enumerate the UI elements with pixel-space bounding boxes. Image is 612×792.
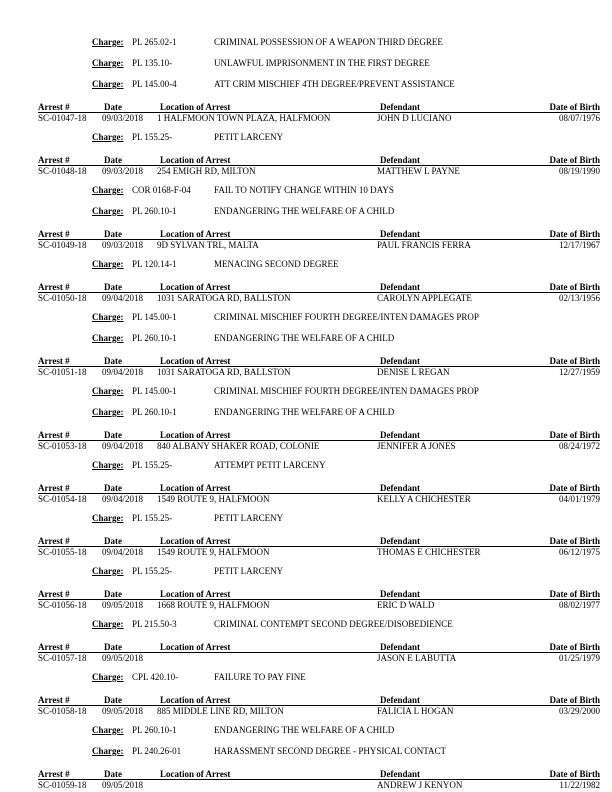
defendant-name: THOMAS E CHICHESTER [377,547,481,557]
charge-label: Charge: [92,79,124,89]
header-defendant: Defendant [380,695,420,705]
arrest-date: 09/03/2018 [102,113,144,123]
charge-row [0,184,612,196]
charge-label: Charge: [92,407,124,417]
defendant-name: PAUL FRANCIS FERRA [377,240,471,250]
arrest-number: SC-01054-18 [38,494,87,504]
arrest-number: SC-01050-18 [38,293,87,303]
charge-code: PL 260.10-1 [132,333,177,343]
arrest-date: 09/05/2018 [102,706,144,716]
charge-description: ENDANGERING THE WELFARE OF A CHILD [214,333,395,343]
charge-row [0,512,612,524]
defendant-name: JASON E LABUTTA [377,653,457,663]
date-of-birth: 08/24/1972 [558,441,600,451]
header-location: Location of Arrest [160,483,231,493]
header-date: Date [104,430,122,440]
charge-code: PL 145.00-4 [132,79,177,89]
record-data-row [0,440,612,452]
arrest-number: SC-01057-18 [38,653,87,663]
charge-code: PL 260.10-1 [132,725,177,735]
header-date: Date [104,536,122,546]
date-of-birth: 11/22/1982 [559,780,600,790]
charge-description: CRIMINAL MISCHIEF FOURTH DEGREE/INTEN DAMAGES PROP [214,386,479,396]
header-dob: Date of Birth [549,102,600,112]
record-data-row [0,493,612,505]
record-data-row [0,705,612,717]
arrest-location: 1668 ROUTE 9, HALFMOON [157,600,270,610]
charge-code: PL 145.00-1 [132,312,177,322]
charge-row [0,724,612,736]
charge-label: Charge: [92,312,124,322]
charge-description: HARASSMENT SECOND DEGREE - PHYSICAL CONTACT [214,746,447,756]
charge-row [0,131,612,143]
header-dob: Date of Birth [549,769,600,779]
date-of-birth: 01/25/1979 [558,653,600,663]
charge-description: ENDANGERING THE WELFARE OF A CHILD [214,725,395,735]
defendant-name: MATTHEW L PAYNE [377,166,460,176]
charge-description: UNLAWFUL IMPRISONMENT IN THE FIRST DEGREE [214,58,430,68]
charge-code: PL 260.10-1 [132,407,177,417]
header-defendant: Defendant [380,483,420,493]
charge-label: Charge: [92,206,124,216]
header-date: Date [104,356,122,366]
header-location: Location of Arrest [160,356,231,366]
arrest-location: 840 ALBANY SHAKER ROAD, COLONIE [157,441,320,451]
record-data-row [0,366,612,378]
header-defendant: Defendant [380,430,420,440]
record-data-row [0,652,612,664]
charge-code: CPL 420.10- [132,672,179,682]
header-arrest: Arrest # [38,589,70,599]
header-defendant: Defendant [380,102,420,112]
header-dob: Date of Birth [549,483,600,493]
charge-row [0,459,612,471]
header-defendant: Defendant [380,229,420,239]
arrest-date: 09/05/2018 [102,780,144,790]
charge-code: PL 120.14-1 [132,259,177,269]
charge-code: PL 215.50-3 [132,619,177,629]
defendant-name: CAROLYN APPLEGATE [377,293,472,303]
charge-description: PETIT LARCENY [214,513,284,523]
header-location: Location of Arrest [160,769,231,779]
header-date: Date [104,102,122,112]
arrest-location: 1549 ROUTE 9, HALFMOON [157,547,270,557]
header-arrest: Arrest # [38,430,70,440]
charge-description: PETIT LARCENY [214,132,284,142]
arrest-location: 9D SYLVAN TRL, MALTA [157,240,259,250]
charge-row [0,258,612,270]
header-location: Location of Arrest [160,282,231,292]
arrest-date: 09/05/2018 [102,653,144,663]
header-dob: Date of Birth [549,536,600,546]
charge-code: PL 155.25- [132,513,173,523]
charge-code: PL 155.25- [132,132,173,142]
date-of-birth: 12/17/1967 [558,240,600,250]
record-data-row [0,546,612,558]
date-of-birth: 08/19/1990 [558,166,600,176]
charge-label: Charge: [92,259,124,269]
charge-description: CRIMINAL CONTEMPT SECOND DEGREE/DISOBEDIENCE [214,619,453,629]
arrest-number: SC-01051-18 [38,367,87,377]
header-arrest: Arrest # [38,229,70,239]
header-dob: Date of Birth [549,356,600,366]
charge-code: PL 155.25- [132,460,173,470]
arrest-number: SC-01047-18 [38,113,87,123]
date-of-birth: 06/12/1975 [558,547,600,557]
record-data-row [0,239,612,251]
arrest-location: 1 HALFMOON TOWN PLAZA, HALFMOON [157,113,331,123]
arrest-number: SC-01049-18 [38,240,87,250]
arrest-number: SC-01056-18 [38,600,87,610]
header-defendant: Defendant [380,589,420,599]
date-of-birth: 04/01/1979 [558,494,600,504]
arrest-date: 09/04/2018 [102,547,144,557]
date-of-birth: 08/07/1976 [558,113,600,123]
charge-row [0,385,612,397]
defendant-name: KELLY A CHICHESTER [377,494,471,504]
charge-row [0,311,612,323]
record-data-row [0,599,612,611]
charge-label: Charge: [92,132,124,142]
header-arrest: Arrest # [38,102,70,112]
defendant-name: FALICIA L HOGAN [377,706,454,716]
charge-label: Charge: [92,58,124,68]
arrest-location: 254 EMIGH RD, MILTON [157,166,256,176]
arrest-date: 09/03/2018 [102,166,144,176]
date-of-birth: 08/02/1977 [558,600,600,610]
charge-description: CRIMINAL POSSESSION OF A WEAPON THIRD DEGREE [214,37,443,47]
record-data-row [0,779,612,791]
header-dob: Date of Birth [549,155,600,165]
defendant-name: JENNIFER A JONES [377,441,456,451]
arrest-location: 1031 SARATOGA RD, BALLSTON [157,367,291,377]
charge-code: PL 135.10- [132,58,173,68]
charge-code: PL 155.25- [132,566,173,576]
header-defendant: Defendant [380,282,420,292]
charge-description: CRIMINAL MISCHIEF FOURTH DEGREE/INTEN DAMAGES PROP [214,312,479,322]
header-dob: Date of Birth [549,695,600,705]
arrest-number: SC-01048-18 [38,166,87,176]
charge-row [0,406,612,418]
arrest-number: SC-01053-18 [38,441,87,451]
arrest-date: 09/04/2018 [102,494,144,504]
arrest-location: 1031 SARATOGA RD, BALLSTON [157,293,291,303]
header-location: Location of Arrest [160,536,231,546]
header-date: Date [104,695,122,705]
header-defendant: Defendant [380,536,420,546]
charge-row [0,332,612,344]
header-dob: Date of Birth [549,430,600,440]
header-location: Location of Arrest [160,642,231,652]
arrest-date: 09/04/2018 [102,293,144,303]
charge-label: Charge: [92,619,124,629]
arrest-date: 09/04/2018 [102,441,144,451]
header-date: Date [104,642,122,652]
charge-code: COR 0168-F-04 [132,185,191,195]
arrest-number: SC-01055-18 [38,547,87,557]
charge-description: ENDANGERING THE WELFARE OF A CHILD [214,407,395,417]
charge-row [0,671,612,683]
arrest-location: 885 MIDDLE LINE RD, MILTON [157,706,284,716]
arrest-date: 09/04/2018 [102,367,144,377]
arrest-number: SC-01058-18 [38,706,87,716]
header-location: Location of Arrest [160,229,231,239]
header-dob: Date of Birth [549,229,600,239]
charge-code: PL 260.10-1 [132,206,177,216]
header-date: Date [104,155,122,165]
charge-row [0,57,612,69]
header-arrest: Arrest # [38,282,70,292]
date-of-birth: 12/27/1959 [558,367,600,377]
arrest-date: 09/03/2018 [102,240,144,250]
record-data-row [0,165,612,177]
charge-row [0,618,612,630]
header-defendant: Defendant [380,642,420,652]
header-arrest: Arrest # [38,356,70,366]
charge-label: Charge: [92,460,124,470]
arrest-location: 1549 ROUTE 9, HALFMOON [157,494,270,504]
charge-description: PETIT LARCENY [214,566,284,576]
charge-row [0,565,612,577]
charge-row [0,78,612,90]
header-arrest: Arrest # [38,155,70,165]
charge-row [0,36,612,48]
charge-description: ATT CRIM MISCHIEF 4TH DEGREE/PREVENT ASSISTANCE [214,79,455,89]
header-date: Date [104,589,122,599]
charge-label: Charge: [92,333,124,343]
charge-description: ATTEMPT PETIT LARCENY [214,460,326,470]
date-of-birth: 03/29/2000 [558,706,600,716]
header-dob: Date of Birth [549,642,600,652]
header-arrest: Arrest # [38,769,70,779]
charge-label: Charge: [92,725,124,735]
arrest-number: SC-01059-18 [38,780,87,790]
charge-label: Charge: [92,566,124,576]
header-date: Date [104,282,122,292]
header-date: Date [104,483,122,493]
charge-code: PL 265.02-1 [132,37,177,47]
charge-label: Charge: [92,513,124,523]
header-date: Date [104,229,122,239]
header-location: Location of Arrest [160,589,231,599]
header-arrest: Arrest # [38,536,70,546]
record-data-row [0,112,612,124]
header-arrest: Arrest # [38,642,70,652]
charge-label: Charge: [92,746,124,756]
header-dob: Date of Birth [549,589,600,599]
arrest-date: 09/05/2018 [102,600,144,610]
header-date: Date [104,769,122,779]
defendant-name: JOHN D LUCIANO [377,113,452,123]
charge-description: FAILURE TO PAY FINE [214,672,306,682]
charge-row [0,205,612,217]
charge-description: ENDANGERING THE WELFARE OF A CHILD [214,206,395,216]
header-arrest: Arrest # [38,695,70,705]
charge-row [0,745,612,757]
defendant-name: ANDREW J KENYON [377,780,463,790]
defendant-name: ERIC D WALD [377,600,435,610]
header-defendant: Defendant [380,356,420,366]
header-defendant: Defendant [380,155,420,165]
header-dob: Date of Birth [549,282,600,292]
header-location: Location of Arrest [160,695,231,705]
charge-label: Charge: [92,386,124,396]
header-location: Location of Arrest [160,102,231,112]
header-location: Location of Arrest [160,430,231,440]
charge-label: Charge: [92,185,124,195]
header-location: Location of Arrest [160,155,231,165]
charge-label: Charge: [92,37,124,47]
header-defendant: Defendant [380,769,420,779]
charge-label: Charge: [92,672,124,682]
charge-code: PL 145.00-1 [132,386,177,396]
defendant-name: DENISE L REGAN [377,367,450,377]
header-arrest: Arrest # [38,483,70,493]
charge-description: MENACING SECOND DEGREE [214,259,339,269]
record-data-row [0,292,612,304]
date-of-birth: 02/13/1956 [558,293,600,303]
charge-code: PL 240.26-01 [132,746,182,756]
charge-description: FAIL TO NOTIFY CHANGE WITHIN 10 DAYS [214,185,394,195]
